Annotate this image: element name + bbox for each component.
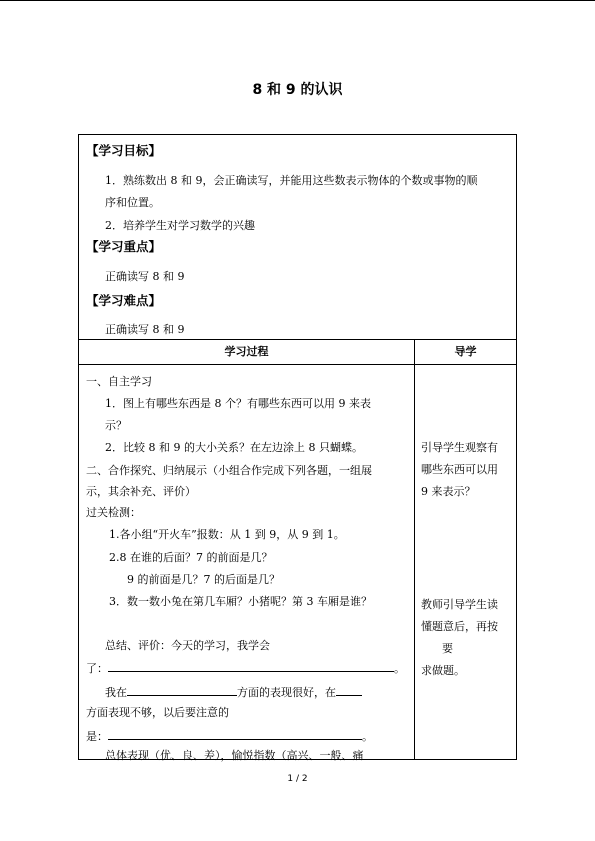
summary-line-2 <box>86 659 405 677</box>
guide-1-line-1: 引导学生观察有 <box>421 441 498 454</box>
column-divider <box>414 339 415 760</box>
question-1-line-1: 1．图上有哪些东西是 8 个？有哪些东西可以用 9 来表 <box>105 397 371 410</box>
guide-1-line-2: 哪些东西可以用 <box>421 463 498 476</box>
summary-line-1: 总结、评价：今天的学习，我学会 <box>105 639 270 652</box>
guide-1-line-3: 9 来表示？ <box>421 485 476 498</box>
page-number: 1 / 2 <box>287 774 308 784</box>
check-item-3: 3．数一数小兔在第几车厢？小猪呢？第 3 车厢是谁？ <box>109 595 372 608</box>
check-item-2b: 9 的前面是几？7 的后面是几？ <box>127 573 280 586</box>
objective-2: 2．培养学生对学习数学的兴趣 <box>105 219 255 232</box>
question-2: 2．比较 8 和 9 的大小关系？在左边涂上 8 只蝴蝶。 <box>105 441 363 454</box>
objective-1-line-2: 序和位置。 <box>105 196 160 209</box>
summary-blank[interactable] <box>108 659 394 672</box>
performance-line-2: 方面表现不够，以后要注意的 <box>86 706 229 719</box>
objectives-heading: 【学习目标】 <box>86 143 162 158</box>
difficult-points-heading: 【学习难点】 <box>86 293 162 308</box>
attention-period: 。 <box>362 730 373 743</box>
objective-1-line-1: 1．熟练数出 8 和 9，会正确读写，并能用这些数表示物体的个数或事物的顺 <box>105 174 478 187</box>
check-heading: 过关检测： <box>86 506 141 519</box>
summary-prefix: 了： <box>86 662 108 675</box>
performance-line-3 <box>86 727 373 745</box>
question-1-line-2: 示？ <box>105 419 127 432</box>
performance-prefix: 我在 <box>105 686 127 699</box>
overall-line: 总体表现（优、良、差），愉悦指数（高兴、一般、痛 <box>105 749 364 762</box>
check-item-1: 1.各小组“开火车”报数：从 1 到 9，从 9 到 1。 <box>109 528 345 541</box>
cooperation-line-1: 二、合作探究、归纳展示（小组合作完成下列各题，一组展 <box>86 464 372 477</box>
attention-prefix: 是： <box>86 730 108 743</box>
lesson-table <box>78 134 517 760</box>
process-column-header: 学习过程 <box>224 345 269 358</box>
check-item-2a: 2.8 在谁的后面？7 的前面是几？ <box>109 551 273 564</box>
table-rule-header <box>79 364 516 365</box>
performance-good-blank[interactable] <box>127 683 237 696</box>
guide-column-header: 导学 <box>454 345 477 358</box>
attention-blank[interactable] <box>108 727 362 740</box>
summary-period: 。 <box>394 662 405 675</box>
guide-2-line-3: 要 <box>442 642 453 655</box>
key-points-heading: 【学习重点】 <box>86 239 162 254</box>
difficult-points-text: 正确读写 8 和 9 <box>105 323 185 336</box>
key-points-text: 正确读写 8 和 9 <box>105 270 185 283</box>
performance-line-1 <box>105 683 362 701</box>
self-study-heading: 一、自主学习 <box>86 375 152 388</box>
performance-weak-blank[interactable] <box>336 683 362 696</box>
guide-2-line-1: 教师引导学生读 <box>421 598 498 611</box>
performance-middle: 方面的表现很好，在 <box>237 686 336 699</box>
header-rule <box>0 0 595 1</box>
guide-2-line-4: 求做题。 <box>421 664 465 677</box>
page-title: 8 和 9 的认识 <box>252 82 343 98</box>
cooperation-line-2: 示，其余补充、评价） <box>86 485 196 498</box>
guide-2-line-2: 懂题意后，再按 <box>421 620 498 633</box>
table-rule-top <box>79 339 516 340</box>
